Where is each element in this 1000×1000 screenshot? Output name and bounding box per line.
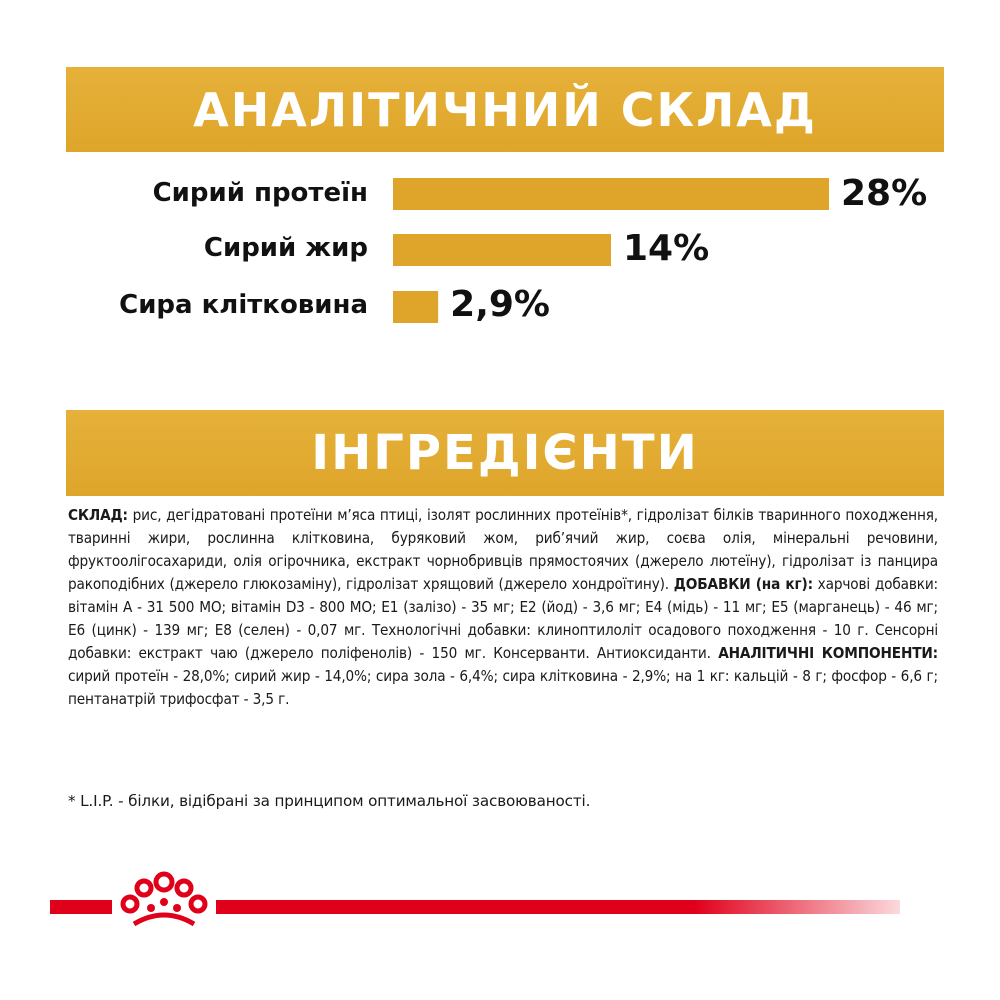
nutrient-label-fiber: Сира клітковина	[119, 290, 368, 320]
nutrient-label-fat: Сирий жир	[203, 233, 368, 263]
additives-text: харчові добавки: вітамін A - 31 500 МО; вітамін D3 - 800 МО; E1 (залізо) - 35 мг; E2 (йод) - 3,6 мг; E4 (мідь) - 11 мг; E5 (марганець) - 46 мг; E6 (цинк) - 139 мг; E8 (селен) - 0,07 мг. Технологічні добавки: клиноптилоліт осадового походження - 10 г. Сенсорні добавки: екстракт чаю (джерело поліфенолів) - 150 мг. Консерванти. Антиоксиданти.	[68, 575, 939, 662]
composition-label: СКЛАД:	[68, 506, 128, 524]
nutrient-value-protein: 28%	[841, 173, 928, 214]
nutrient-value-fiber: 2,9%	[450, 284, 550, 325]
brand-line-left	[50, 900, 112, 914]
nutrient-value-fat: 14%	[623, 228, 710, 269]
royal-canin-crown-icon	[114, 868, 214, 928]
lip-footnote: * L.I.P. - білки, відібрані за принципом оптимальної засвоюваності.	[68, 792, 591, 810]
nutrient-bar-protein	[393, 178, 829, 210]
composition-paragraph	[68, 504, 938, 711]
ingredients-title: ІНГРЕДІЄНТИ	[311, 425, 699, 481]
analytical-components-label: АНАЛІТИЧНІ КОМПОНЕНТИ:	[718, 644, 938, 662]
composition-text-block	[68, 504, 938, 711]
nutrient-bar-fiber	[393, 291, 438, 323]
nutrient-bar-fat	[393, 234, 611, 266]
composition-text: рис, дегідратовані протеїни м’яса птиці, ізолят рослинних протеїнів*, гідролізат білків тваринного походження, тваринні жири, рослинна клітковина, буряковий жом, риб’ячий жир, соєва олія, мінеральні речовини, фруктоолігосахариди, олія огірочника, екстракт чорнобривців прямостоячих (джерело лютеїну), гідролізат із панцира ракоподібних (джерело глюкозаміну), гідролізат хрящовий (джерело хондроїтину).	[68, 506, 938, 593]
additives-label: ДОБАВКИ (на кг):	[673, 575, 813, 593]
analysis-title: АНАЛІТИЧНИЙ СКЛАД	[193, 82, 817, 137]
nutrient-label-protein: Сирий протеїн	[152, 178, 368, 208]
brand-line-right	[216, 900, 900, 914]
ingredients-banner	[66, 410, 944, 496]
analytical-components-text: сирий протеїн - 28,0%; сирий жир - 14,0%; сира зола - 6,4%; сира клітковина - 2,9%; на 1 кг: кальцій - 8 г; фосфор - 6,6 г; пентанатрій трифосфат - 3,5 г.	[68, 667, 938, 708]
